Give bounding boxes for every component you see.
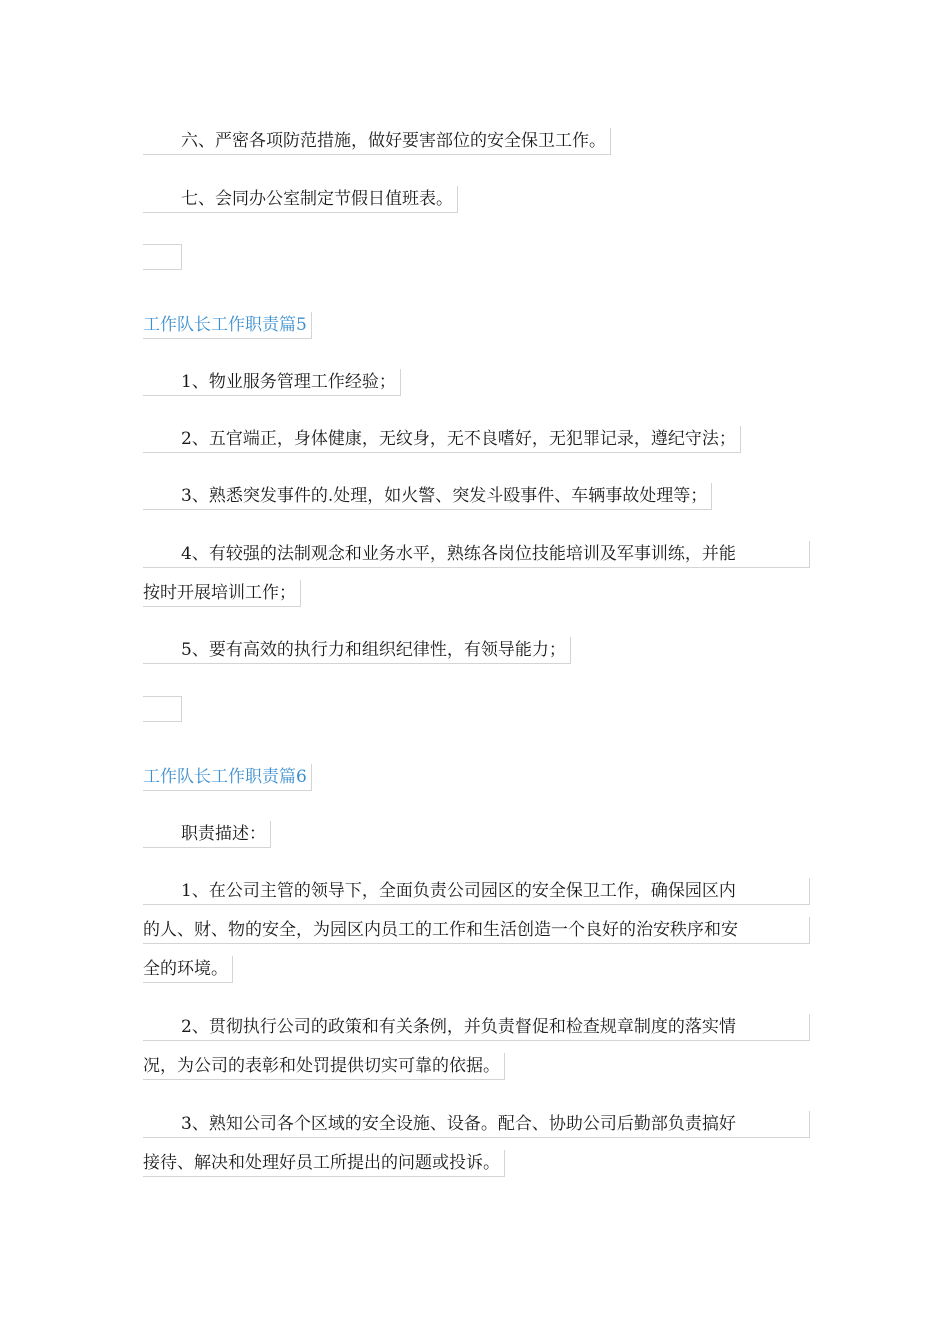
section-heading-5: 工作队长工作职责篇5: [143, 312, 312, 339]
blank-paragraph: [143, 244, 182, 270]
section5-item-5: 5、要有高效的执行力和组织纪律性，有领导能力；: [143, 637, 571, 664]
section5-item-1: 1、物业服务管理工作经验；: [143, 369, 401, 396]
section5-item-4: 4、有较强的法制观念和业务水平，熟练各岗位技能培训及军事训练，并能: [143, 541, 810, 568]
section6-item-1-end: 全的环境。: [143, 956, 233, 983]
section6-intro: 职责描述：: [143, 821, 271, 848]
section5-item-4-cont: 按时开展培训工作；: [143, 580, 301, 607]
list-item-6: 六、严密各项防范措施，做好要害部位的安全保卫工作。: [143, 128, 611, 155]
list-item-7: 七、会同办公室制定节假日值班表。: [143, 186, 458, 213]
blank-paragraph: [143, 696, 182, 722]
section-heading-6: 工作队长工作职责篇6: [143, 764, 312, 791]
section5-item-2: 2、五官端正，身体健康，无纹身，无不良嗜好，无犯罪记录，遵纪守法；: [143, 426, 741, 453]
section6-item-3: 3、熟知公司各个区域的安全设施、设备。配合、协助公司后勤部负责搞好: [143, 1111, 810, 1138]
section5-item-3: 3、熟悉突发事件的.处理，如火警、突发斗殴事件、车辆事故处理等；: [143, 483, 712, 510]
section6-item-2-cont: 况，为公司的表彰和处罚提供切实可靠的依据。: [143, 1053, 505, 1080]
section6-item-2: 2、贯彻执行公司的政策和有关条例，并负责督促和检查规章制度的落实情: [143, 1014, 810, 1041]
section6-item-3-cont: 接待、解决和处理好员工所提出的问题或投诉。: [143, 1150, 505, 1177]
section6-item-1: 1、在公司主管的领导下，全面负责公司园区的安全保卫工作，确保园区内: [143, 878, 810, 905]
section6-item-1-cont: 的人、财、物的安全，为园区内员工的工作和生活创造一个良好的治安秩序和安: [143, 917, 810, 944]
